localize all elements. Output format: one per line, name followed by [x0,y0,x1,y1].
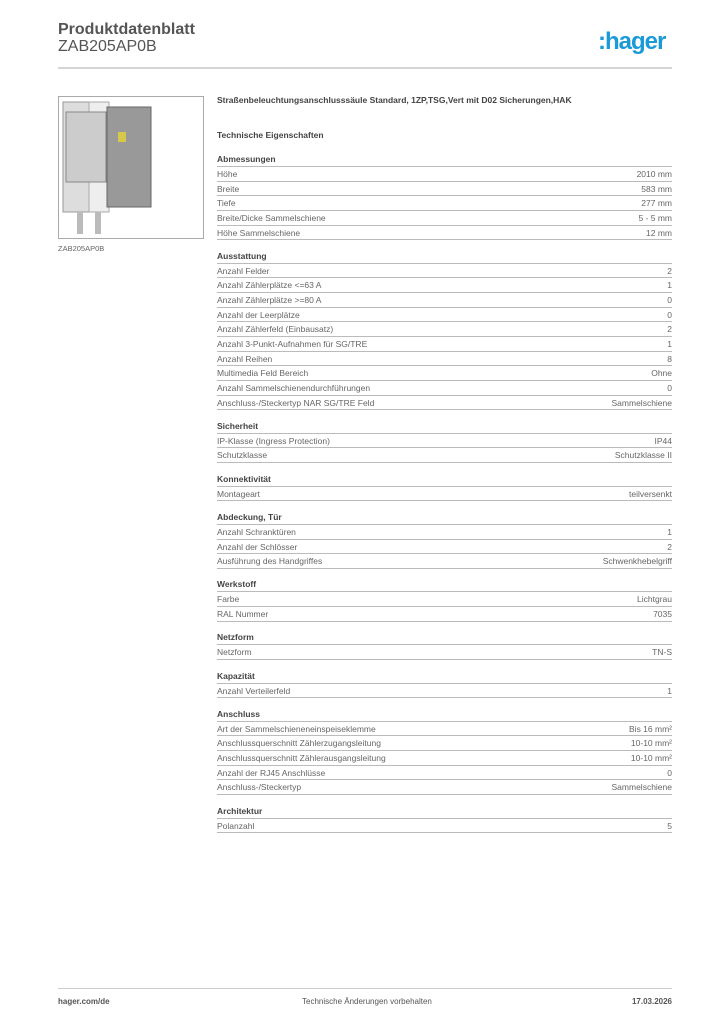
spec-label: Anzahl Zählerfeld (Einbausatz) [217,324,334,335]
section-heading: Anschluss [217,707,672,722]
spec-label: Anschlussquerschnitt Zählerzugangsleitung [217,738,381,749]
spec-row [217,540,672,555]
spec-value: Lichtgrau [637,594,672,605]
spec-row [217,592,672,607]
footer-note: Technische Änderungen vorbehalten [302,997,432,1006]
product-image [58,96,204,239]
spec-label: Ausführung des Handgriffes [217,556,323,567]
spec-value: 1 [667,339,672,349]
spec-label: Anzahl Zählerplätze >=80 A [217,295,322,306]
product-description: Straßenbeleuchtungsanschlusssäule Standard, 1ZP,TSG,Vert mit D02 Sicherungen,HAK [217,95,572,105]
footer-date: 17.03.2026 [631,997,672,1006]
spec-value: 0 [667,767,672,778]
spec-value: 1 [667,685,672,696]
spec-label: Anzahl der RJ45 Anschlüsse [217,767,326,778]
spec-value: 5 [667,820,672,831]
spec-sections [217,152,672,842]
spec-row [217,448,672,463]
header-divider [58,67,672,69]
spec-label: Anschlussquerschnitt Zählerausgangsleitung [217,753,386,764]
spec-value: 10-10 mm² [630,753,672,764]
spec-label: Höhe [217,169,238,179]
section-heading: Sicherheit [217,419,672,434]
hager-logo: :hager [598,28,666,55]
spec-value: 2 [667,541,672,552]
spec-value: 7035 [653,609,672,620]
spec-label: Anzahl Felder [217,265,270,276]
spec-value: Ohne [651,368,672,379]
spec-label: Polanzahl [217,820,255,831]
spec-label: IP-Klasse (Ingress Protection) [217,435,330,446]
spec-label: Tiefe [217,198,236,209]
spec-label: Anzahl Zählerplätze <=63 A [217,280,322,291]
spec-label: Anschluss-/Steckertyp [217,782,302,793]
footer-website[interactable]: hager.com/de [58,997,110,1006]
section-heading: Architektur [217,804,672,819]
spec-value: 5 - 5 mm [638,212,672,223]
spec-row [217,278,672,293]
spec-value: Schutzklasse II [614,450,672,461]
section-heading: Werkstoff [217,577,672,592]
spec-value: teilversenkt [629,488,672,499]
spec-label: Anzahl der Leerplätze [217,309,300,320]
spec-section [217,472,672,502]
spec-row [217,819,672,834]
spec-row [217,396,672,411]
spec-row [217,607,672,622]
tech-title: Technische Eigenschaften [217,130,324,140]
spec-row [217,182,672,197]
spec-label: Anzahl Verteilerfeld [217,685,291,696]
spec-value: IP44 [654,435,672,446]
product-code: ZAB205AP0B [58,38,157,55]
spec-row [217,766,672,781]
spec-value: 2 [667,265,672,276]
section-heading: Abmessungen [217,152,672,167]
spec-value: Schwenkhebelgriff [602,556,672,567]
spec-label: Breite [217,183,240,194]
spec-section [217,510,672,569]
spec-row [217,780,672,795]
spec-row [217,525,672,540]
spec-section [217,577,672,621]
spec-row [217,196,672,211]
spec-value: 8 [667,353,672,364]
spec-label: RAL Nummer [217,609,269,620]
spec-row [217,352,672,367]
spec-value: Bis 16 mm² [629,723,672,734]
spec-value: 2010 mm [636,169,672,179]
spec-label: Schutzklasse [217,450,268,461]
spec-row [217,167,672,182]
page-title: Produktdatenblatt [58,21,195,38]
spec-row [217,434,672,449]
spec-row [217,211,672,226]
spec-value: 10-10 mm² [630,738,672,749]
spec-row [217,337,672,352]
spec-section [217,669,672,699]
spec-value: TN-S [652,647,672,658]
spec-value: 583 mm [641,183,672,194]
section-heading: Abdeckung, Tür [217,510,672,525]
spec-row [217,645,672,660]
spec-value: 1 [667,526,672,537]
spec-label: Anzahl Reihen [217,353,273,364]
spec-section [217,630,672,660]
spec-row [217,751,672,766]
spec-value: 12 mm [646,227,672,238]
spec-row [217,308,672,323]
spec-label: Art der Sammelschieneneinspeiseklemme [217,723,376,734]
spec-section [217,707,672,795]
spec-label: Multimedia Feld Bereich [217,368,309,379]
spec-value: Sammelschiene [611,397,672,408]
spec-label: Montageart [217,488,260,499]
spec-row [217,487,672,502]
footer-divider [58,988,672,989]
section-heading: Kapazität [217,669,672,684]
spec-value: Sammelschiene [611,782,672,793]
spec-row [217,226,672,241]
spec-label: Anzahl der Schlösser [217,541,298,552]
spec-section [217,249,672,410]
section-heading: Ausstattung [217,249,672,264]
spec-section [217,152,672,240]
spec-value: 1 [667,280,672,291]
image-caption: ZAB205AP0B [58,244,105,253]
spec-section [217,804,672,834]
spec-value: 0 [667,309,672,320]
spec-value: 2 [667,324,672,335]
spec-label: Netzform [217,647,252,658]
spec-row [217,381,672,396]
spec-value: 0 [667,382,672,393]
spec-section [217,419,672,463]
spec-row [217,684,672,699]
spec-row [217,554,672,569]
section-heading: Netzform [217,630,672,645]
spec-label: Anzahl Sammelschienendurchführungen [217,382,371,393]
spec-label: Anschluss-/Steckertyp NAR SG/TRE Feld [217,397,375,408]
spec-row [217,264,672,279]
spec-label: Anzahl 3-Punkt-Aufnahmen für SG/TRE [217,339,368,349]
spec-row [217,366,672,381]
spec-row [217,736,672,751]
spec-value: 0 [667,295,672,306]
spec-label: Breite/Dicke Sammelschiene [217,212,326,223]
spec-label: Anzahl Schranktüren [217,526,296,537]
section-heading: Konnektivität [217,472,672,487]
spec-value: 277 mm [641,198,672,209]
spec-label: Höhe Sammelschiene [217,227,301,238]
spec-label: Farbe [217,594,240,605]
spec-row [217,322,672,337]
spec-row [217,722,672,737]
spec-row [217,293,672,308]
